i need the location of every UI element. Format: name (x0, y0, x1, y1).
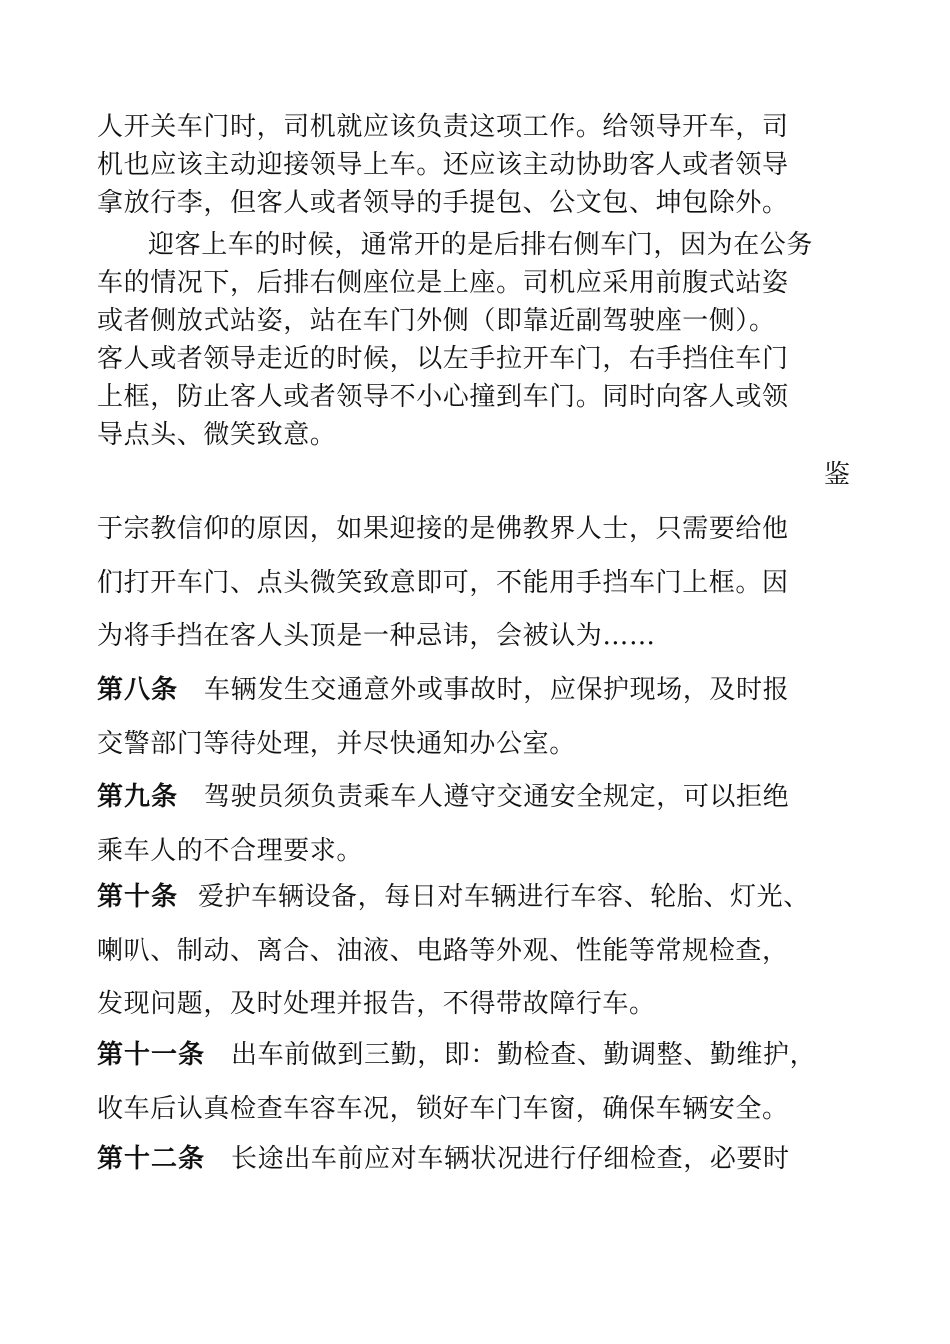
article-10-line-3: 发现问题，及时处理并报告，不得带故障行车。 (97, 989, 656, 1019)
article-10-label: 第十条 (97, 882, 179, 912)
article-11-text: 出车前做到三勤，即：勤检查、勤调整、勤维护， (231, 1040, 817, 1070)
paragraph-line: 导点头、微笑致意。 (97, 420, 337, 450)
paragraph-line: 于宗教信仰的原因，如果迎接的是佛教界人士，只需要给他 (97, 514, 789, 544)
article-10-line-2: 喇叭、制动、离合、油液、电路等外观、性能等常规检查， (97, 936, 789, 966)
paragraph-line: 或者侧放式站姿，站在车门外侧（即靠近副驾驶座一侧）。 (97, 306, 776, 336)
article-12-label: 第十二条 (97, 1144, 206, 1174)
paragraph-line: 为将手挡在客人头顶是一种忌讳，会被认为…… (97, 621, 656, 651)
article-8-label: 第八条 (97, 675, 179, 705)
article-10-line-1 (97, 882, 810, 912)
article-8-line-1 (97, 675, 789, 705)
paragraph-line: 客人或者领导走近的时候，以左手拉开车门，右手挡住车门 (97, 344, 789, 374)
article-9-text: 驾驶员须负责乘车人遵守交通安全规定，可以拒绝 (204, 782, 790, 812)
article-9-line-1 (97, 782, 789, 812)
article-11-line-1 (97, 1040, 816, 1070)
paragraph-line: 人开关车门时，司机就应该负责这项工作。给领导开车，司 (97, 112, 789, 142)
article-8-text: 车辆发生交通意外或事故时，应保护现场，及时报 (204, 675, 790, 705)
paragraph-line: 拿放行李，但客人或者领导的手提包、公文包、坤包除外。 (97, 188, 789, 218)
article-12-text: 长途出车前应对车辆状况进行仔细检查，必要时 (231, 1144, 790, 1174)
article-8-line-2: 交警部门等待处理，并尽快通知办公室。 (97, 729, 576, 759)
article-11-label: 第十一条 (97, 1040, 206, 1070)
paragraph-line: 机也应该主动迎接领导上车。还应该主动协助客人或者领导 (97, 150, 789, 180)
article-11-line-2: 收车后认真检查车容车况，锁好车门车窗，确保车辆安全。 (97, 1094, 789, 1124)
paragraph-line-fragment: 鉴 (824, 460, 851, 490)
article-10-text: 爱护车辆设备，每日对车辆进行车容、轮胎、灯光、 (198, 882, 810, 912)
paragraph-line: 车的情况下，后排右侧座位是上座。司机应采用前腹式站姿 (97, 268, 789, 298)
article-12-line-1 (97, 1144, 790, 1174)
paragraph-line: 上框，防止客人或者领导不小心撞到车门。同时向客人或领 (97, 382, 789, 412)
paragraph-line: 迎客上车的时候，通常开的是后排右侧车门，因为在公务 (148, 230, 814, 260)
article-9-label: 第九条 (97, 782, 179, 812)
article-9-line-2: 乘车人的不合理要求。 (97, 836, 364, 866)
paragraph-line: 们打开车门、点头微笑致意即可，不能用手挡车门上框。因 (97, 568, 789, 598)
